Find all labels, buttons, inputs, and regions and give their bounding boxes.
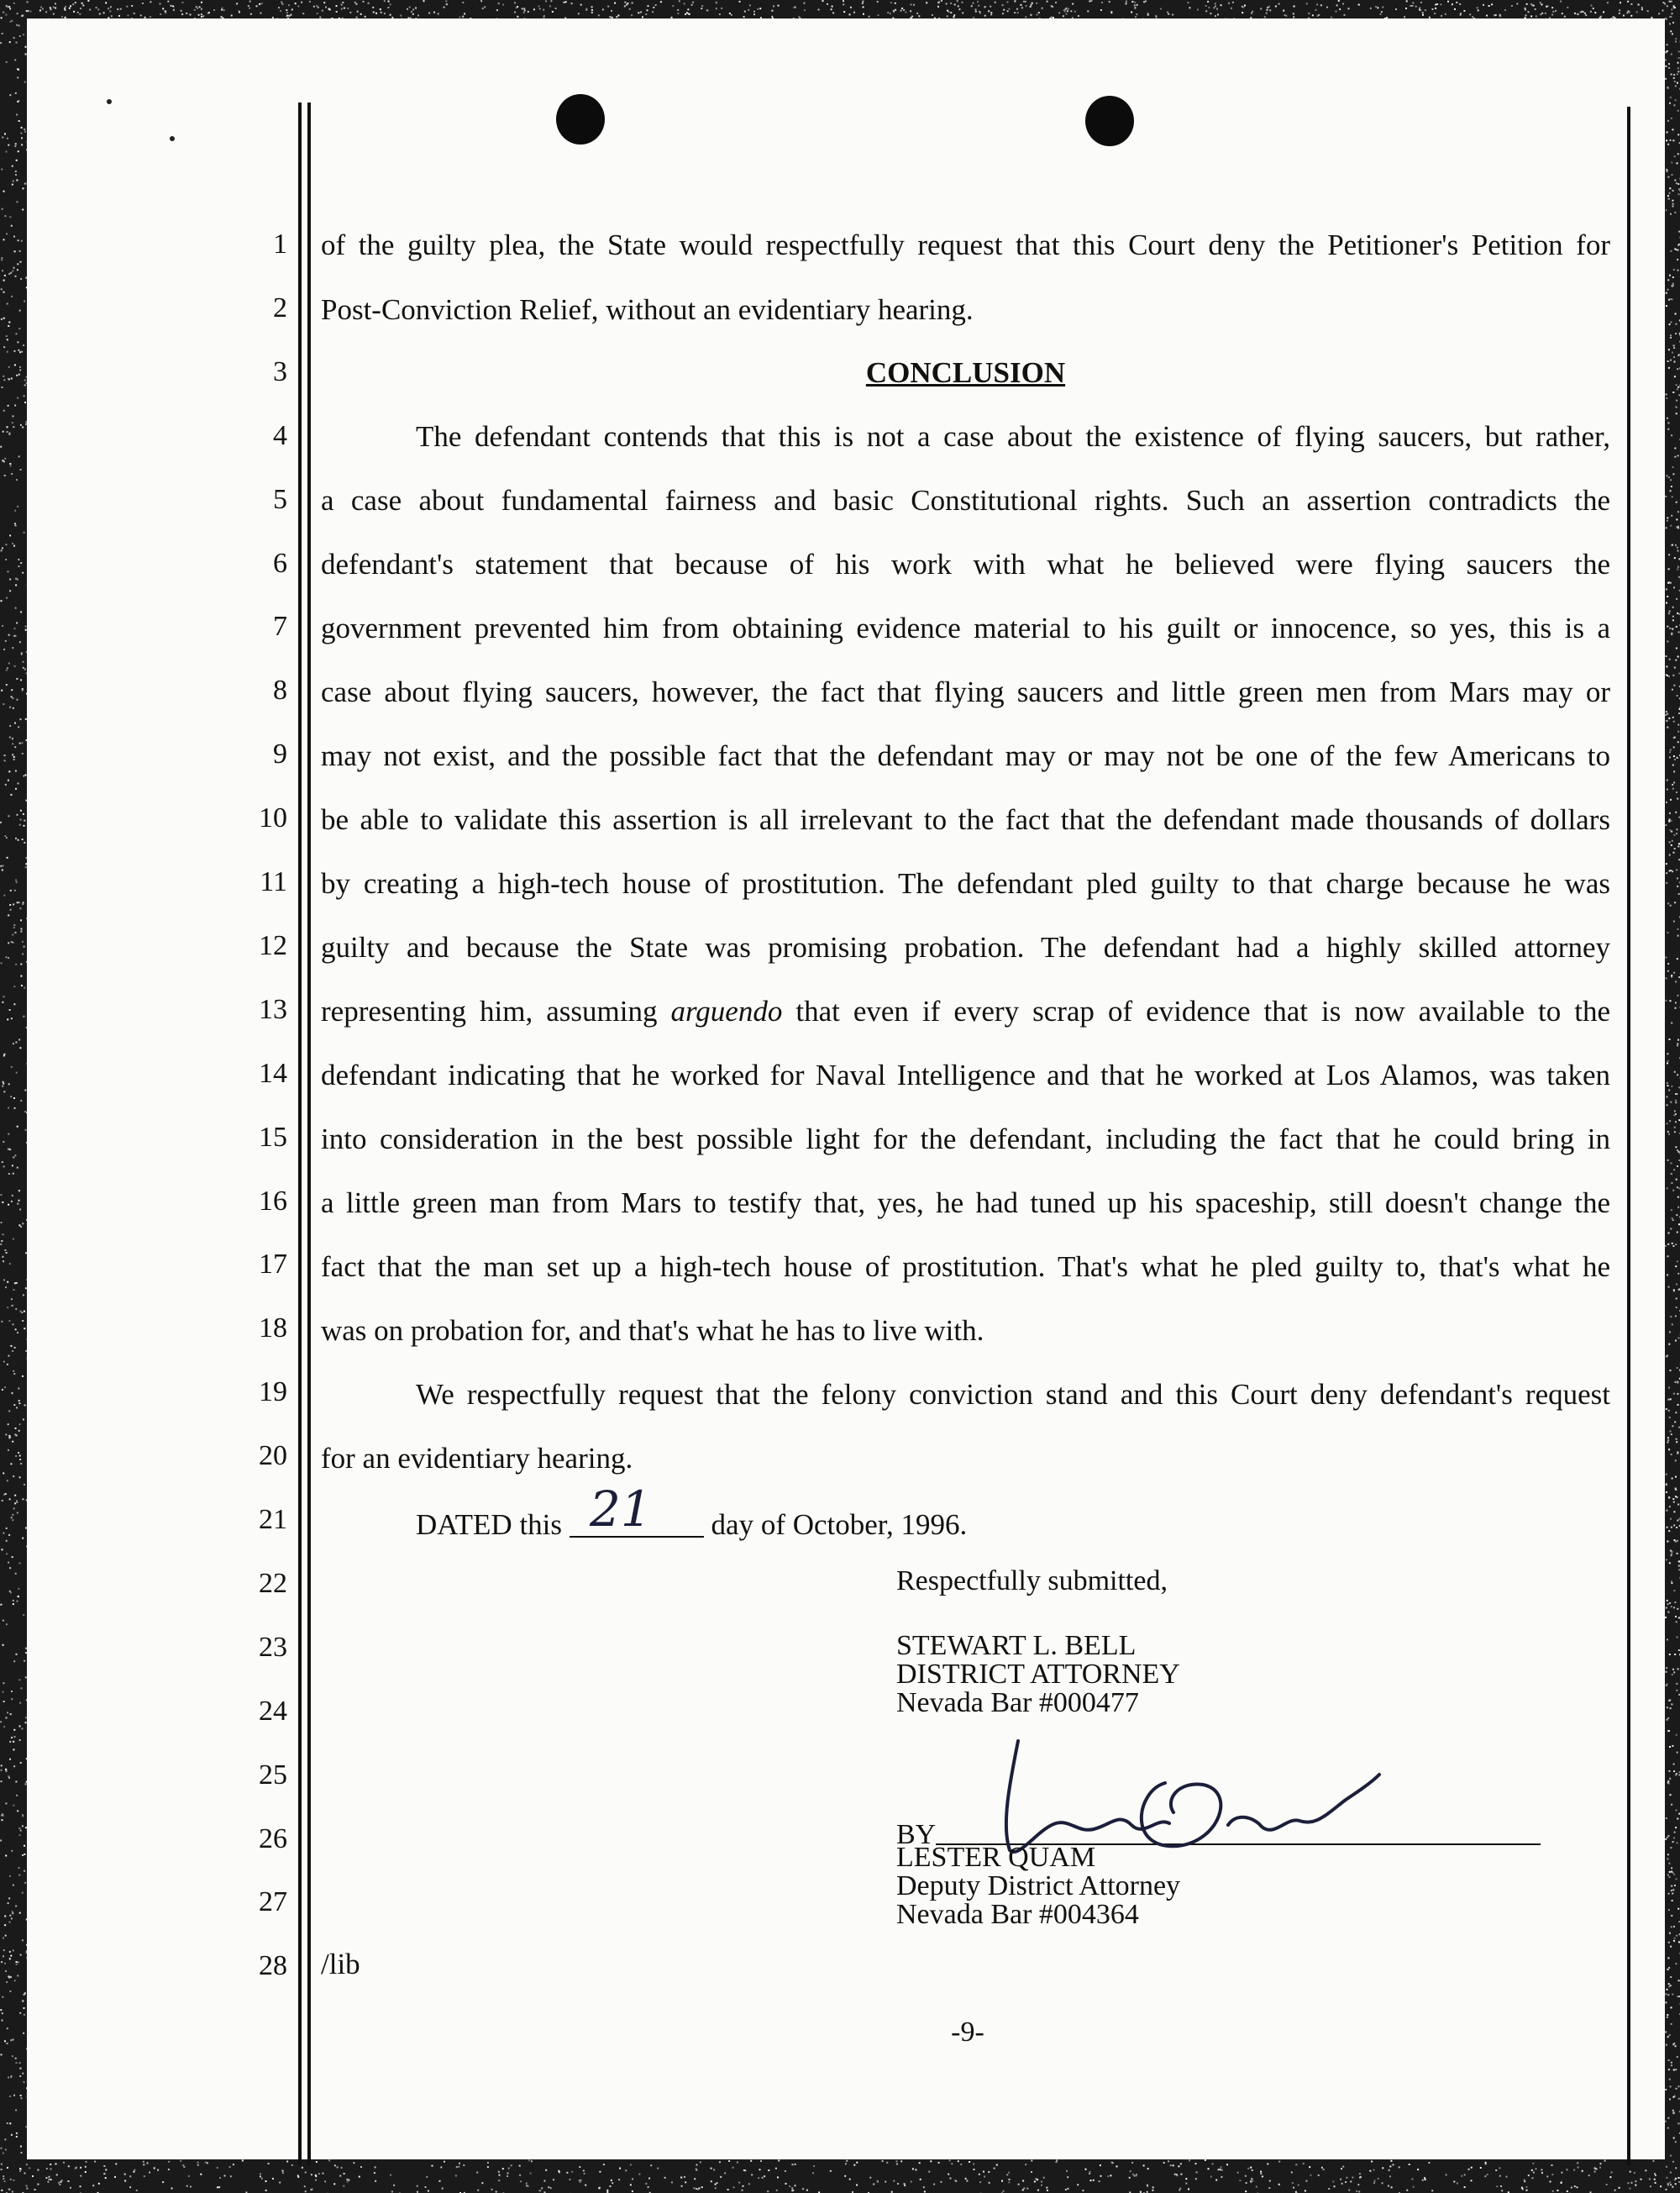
signatory-block-deputy	[896, 1843, 1180, 1929]
line-number: 21	[259, 1504, 287, 1535]
line-number: 12	[259, 930, 287, 961]
signatory-name: STEWART L. BELL	[896, 1630, 1137, 1661]
body-line-6: defendant's statement that because of his work with what he believed were flying saucers the	[321, 548, 1610, 581]
signatory-bar-number: Nevada Bar #004364	[896, 1899, 1139, 1930]
body-line-5: a case about fundamental fairness and basic Constitutional rights. Such an assertion contradicts the	[321, 484, 1610, 517]
line-number: 7	[273, 611, 287, 642]
closing-text: Respectfully submitted,	[896, 1565, 1168, 1596]
line-number: 23	[259, 1632, 287, 1663]
body-line-18: was on probation for, and that's what he has to live with.	[321, 1314, 984, 1347]
scan-speck	[107, 99, 112, 104]
line-number: 27	[259, 1886, 287, 1917]
line-number: 16	[259, 1186, 287, 1217]
line-number: 8	[273, 675, 287, 706]
dated-line	[321, 1504, 1610, 1542]
line-number: 28	[259, 1950, 287, 1981]
line-number: 6	[273, 548, 287, 579]
line-number: 10	[259, 802, 287, 834]
line-number: 19	[259, 1376, 287, 1407]
body-line-13-b: that even if every scrap of evidence that is now available to the	[782, 995, 1610, 1028]
signatory-bar-number: Nevada Bar #000477	[896, 1687, 1139, 1718]
right-margin-rule	[1627, 107, 1630, 2165]
body-line-19: We respectfully request that the felony conviction stand and this Court deny defendant's request	[416, 1378, 1610, 1411]
left-margin-rule-inner	[307, 103, 311, 2165]
line-number: 26	[259, 1823, 287, 1854]
section-heading-conclusion: CONCLUSION	[865, 356, 1066, 389]
by-label: BY	[896, 1819, 937, 1850]
signatory-name: LESTER QUAM	[896, 1842, 1096, 1873]
left-margin-rule	[298, 103, 302, 2165]
body-line-2: Post-Conviction Relief, without an evidentiary hearing.	[321, 293, 974, 326]
body-line-4: The defendant contends that this is not a case about the existence of flying saucers, but rather,	[416, 420, 1610, 453]
handwritten-day: 21	[590, 1480, 652, 1538]
line-number: 2	[273, 292, 287, 323]
punch-hole-left	[556, 94, 605, 145]
body-line-1: of the guilty plea, the State would respectfully request that this Court deny the Petitioner's Petition for	[321, 229, 1610, 261]
body-line-11: by creating a high-tech house of prostitution. The defendant pled guilty to that charge because he was	[321, 867, 1610, 900]
body-line-7: government prevented him from obtaining evidence material to his guilt or innocence, so yes, this is a	[321, 612, 1610, 644]
line-number: 4	[273, 420, 287, 451]
body-line-16: a little green man from Mars to testify that, yes, he had tuned up his spaceship, still doesn't change the	[321, 1186, 1610, 1219]
punch-hole-right	[1085, 96, 1134, 146]
line-number: 11	[260, 866, 287, 897]
line-number: 25	[259, 1759, 287, 1791]
line-number: 9	[273, 739, 287, 770]
dated-suffix: day of October, 1996.	[711, 1508, 968, 1541]
typist-initials: /lib	[321, 1948, 360, 1980]
line-number: 14	[259, 1058, 287, 1089]
line-number: 1	[273, 229, 287, 260]
line-number: 5	[273, 484, 287, 515]
body-line-12: guilty and because the State was promising probation. The defendant had a highly skilled attorney	[321, 931, 1610, 964]
scan-speck	[170, 136, 175, 141]
body-line-9: may not exist, and the possible fact that the defendant may or may not be one of the few Americans to	[321, 739, 1610, 772]
line-number: 24	[259, 1696, 287, 1727]
line-number: 18	[259, 1312, 287, 1344]
line-number: 15	[259, 1122, 287, 1153]
dated-prefix: DATED this	[416, 1508, 563, 1541]
line-number: 3	[273, 356, 287, 387]
body-line-14: defendant indicating that he worked for Naval Intelligence and that he worked at Los Alamos, was taken	[321, 1059, 1610, 1091]
body-line-10: be able to validate this assertion is all irrelevant to the fact that the defendant made thousands of dollars	[321, 803, 1610, 836]
body-line-17: fact that the man set up a high-tech house of prostitution. That's what he pled guilty to, that's what he	[321, 1250, 1610, 1283]
body-line-20: for an evidentiary hearing.	[321, 1442, 633, 1475]
line-number: 17	[259, 1249, 287, 1280]
document-page	[27, 18, 1665, 2159]
signatory-title: Deputy District Attorney	[896, 1870, 1181, 1901]
line-number: 20	[259, 1440, 287, 1471]
body-line-13-a: representing him, assuming	[321, 995, 671, 1028]
signatory-title: DISTRICT ATTORNEY	[896, 1659, 1180, 1690]
body-line-15: into consideration in the best possible light for the defendant, including the fact that he could bring in	[321, 1123, 1610, 1155]
signatory-block-district-attorney	[896, 1632, 1180, 1717]
line-number: 13	[259, 994, 287, 1025]
latin-term-arguendo: arguendo	[670, 995, 783, 1028]
line-number: 22	[259, 1568, 287, 1599]
body-line-8: case about flying saucers, however, the fact that flying saucers and little green men from Mars may or	[321, 676, 1610, 708]
page-number: -9-	[951, 2017, 984, 2048]
body-line-13	[321, 995, 1610, 1028]
